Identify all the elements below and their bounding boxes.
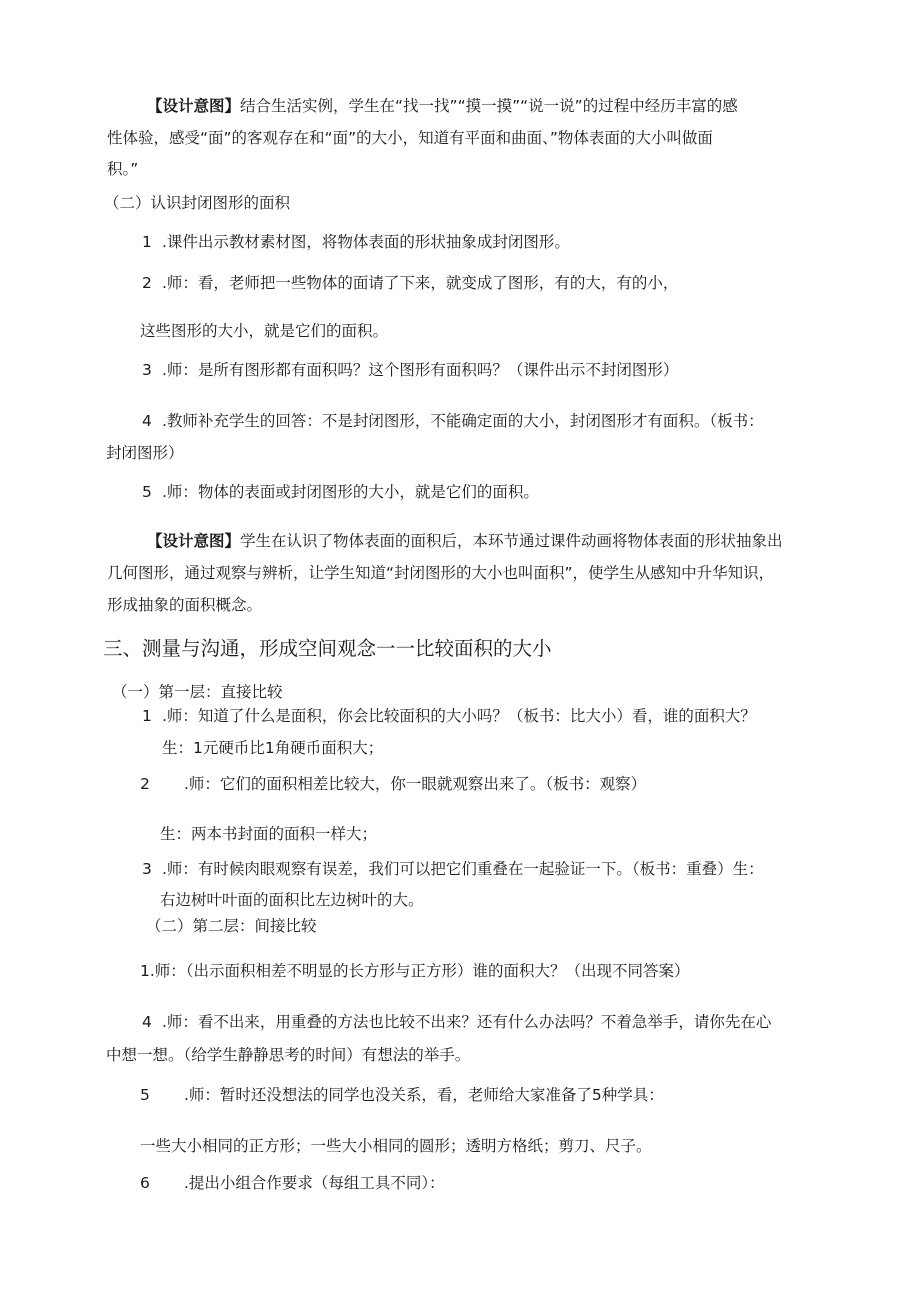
list-item: 5 .师：暂时还没想法的同学也没关系，看，老师给大家准备了5种学具： [140, 1086, 664, 1104]
section-heading: （二）认识封闭图形的面积 [104, 194, 291, 212]
list-item: 1.师：（出示面积相差不明显的长方形与正方形）谁的面积大？（出现不同答案） [140, 962, 690, 980]
section-three-heading: 三、测量与沟通，形成空间观念一一比较面积的大小 [103, 637, 552, 660]
design-intent-1-line-3: 积。” [107, 160, 139, 178]
list-item: 3 .师：是所有图形都有面积吗？这个图形有面积吗？（课件出示不封闭图形） [142, 361, 679, 379]
list-item-continuation: 中想一想。（给学生静静思考的时间）有想法的举手。 [106, 1046, 471, 1064]
list-item: 4 .师：看不出来，用重叠的方法也比较不出来？还有什么办法吗？不着急举手，请你先在心 [142, 1013, 772, 1031]
list-item: 2 .师：看，老师把一些物体的面请了下来，就变成了图形，有的大，有的小， [142, 274, 679, 292]
student-answer: 生：两本书封面的面积一样大； [160, 825, 378, 843]
list-item-continuation: 右边树叶叶面的面积比左边树叶的大。 [160, 891, 424, 909]
design-intent-1-line-1: 【设计意图】结合生活实例，学生在“找一找”“摸一摸”“说一说”的过程中经历丰富的感 [147, 97, 738, 115]
list-item: 4 .教师补充学生的回答：不是封闭图形，不能确定面的大小，封闭图形才有面积。（板书： [142, 412, 764, 430]
design-intent-label: 【设计意图】 [147, 97, 241, 115]
student-answer: 生：1元硬币比1角硬币面积大； [162, 739, 384, 757]
list-item-continuation: 这些图形的大小，就是它们的面积。 [140, 322, 389, 340]
design-intent-label: 【设计意图】 [147, 532, 241, 550]
list-item: 1 .课件出示教材素材图，将物体表面的形状抽象成封闭图形。 [142, 233, 570, 251]
subsection-heading: （二）第二层：间接比较 [146, 917, 317, 935]
design-intent-2-line-3: 形成抽象的面积概念。 [107, 596, 263, 614]
design-intent-2-line-2: 几何图形，通过观察与辨析，让学生知道“封闭图形的大小也叫面积”，使学生从感知中升华知识， [107, 564, 775, 582]
design-intent-1-line-2: 性体验，感受“面”的客观存在和“面”的大小，知道有平面和曲面、”物体表面的大小叫做面 [107, 129, 713, 147]
subsection-heading: （一）第一层：直接比较 [112, 683, 283, 701]
list-item-continuation: 封闭图形） [106, 444, 184, 462]
list-item: 1 .师：知道了什么是面积，你会比较面积的大小吗？（板书：比大小）看，谁的面积大？ [142, 707, 756, 725]
design-intent-2-line-1: 【设计意图】学生在认识了物体表面的面积后，本环节通过课件动画将物体表面的形状抽象出 [147, 532, 783, 550]
list-item: 2 .师：它们的面积相差比较大，你一眼就观察出来了。（板书：观察） [140, 775, 647, 793]
list-item: 3 .师：有时候肉眼观察有误差，我们可以把它们重叠在一起验证一下。（板书：重叠）生： [142, 860, 764, 878]
list-item-continuation: 一些大小相同的正方形；一些大小相同的圆形；透明方格纸；剪刀、尺子。 [140, 1137, 652, 1155]
list-item: 6 .提出小组合作要求（每组工具不同）： [140, 1174, 445, 1192]
list-item: 5 .师：物体的表面或封闭图形的大小，就是它们的面积。 [142, 483, 539, 501]
